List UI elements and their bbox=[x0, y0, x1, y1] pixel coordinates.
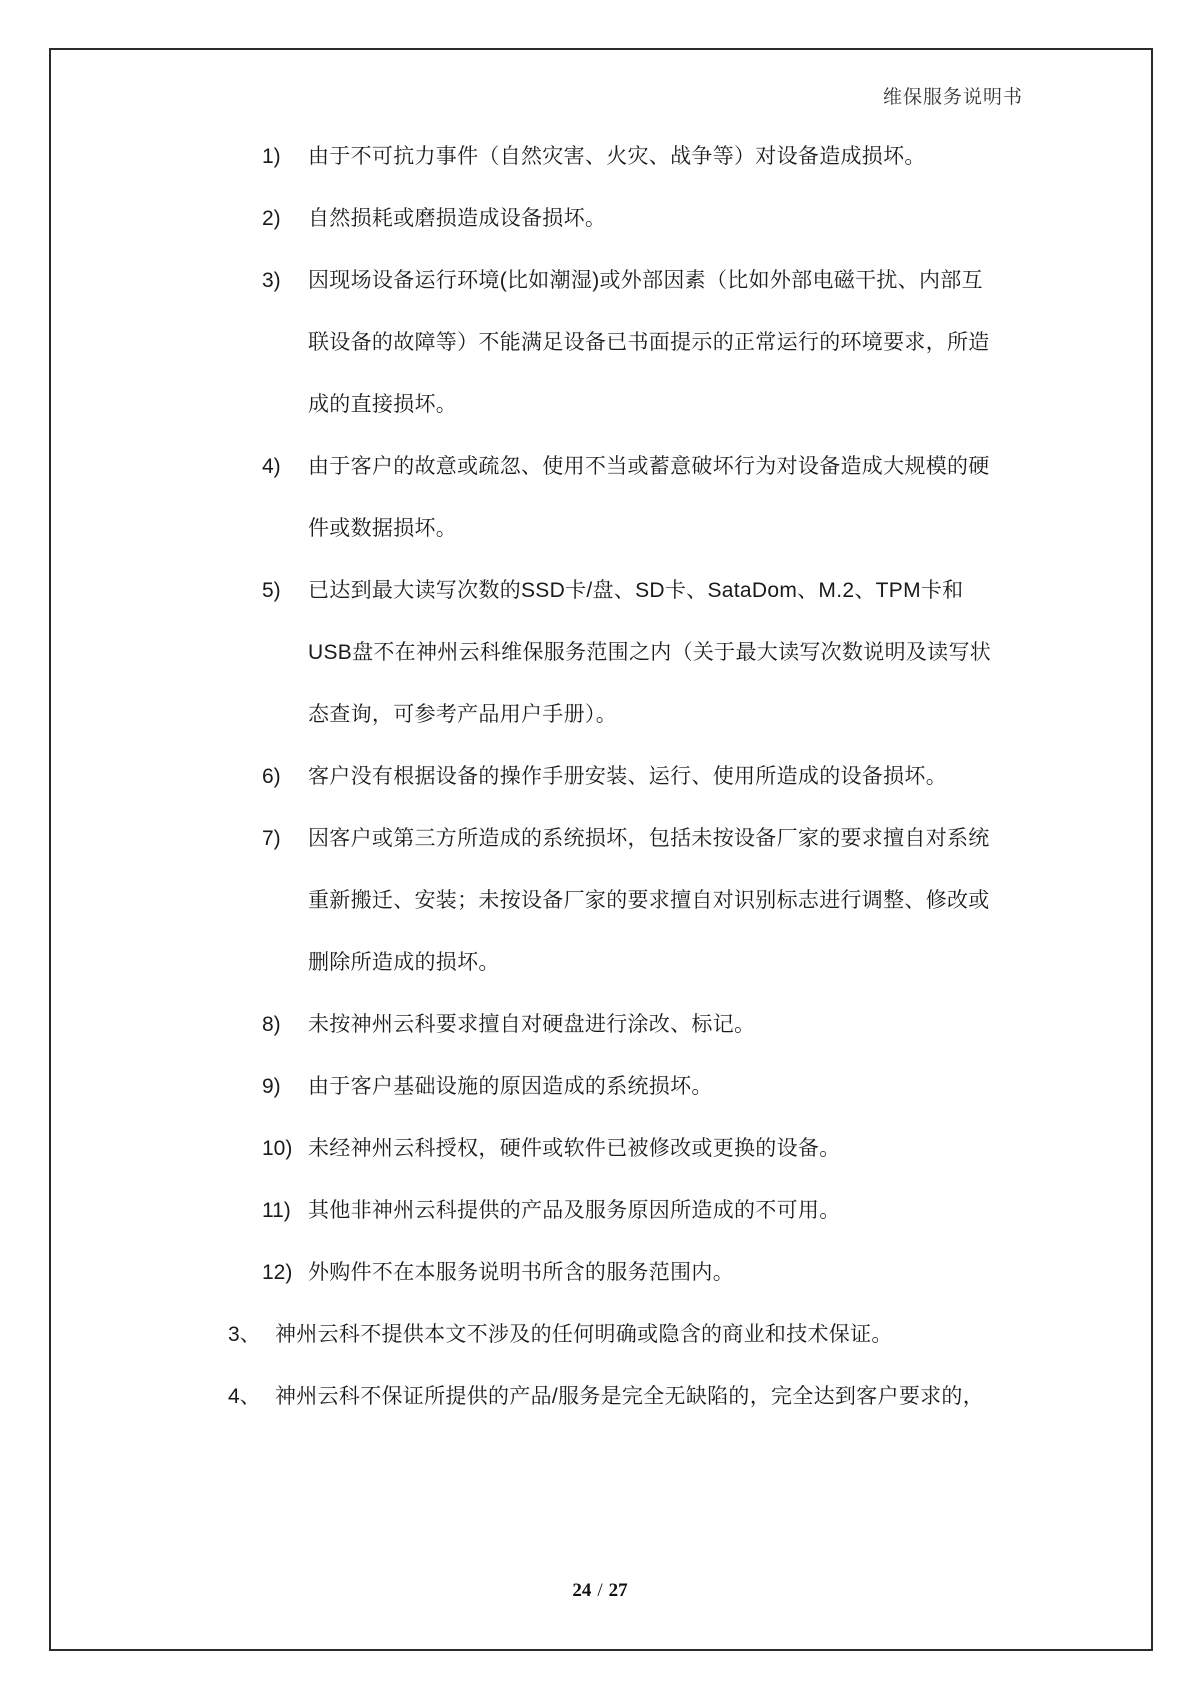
list-item-number: 4) bbox=[262, 455, 281, 478]
list-item-text: 已达到最大读写次数的SSD卡/盘、SD卡、SataDom、M.2、TPM卡和USB盘不在神州云科维保服务范围之内（关于最大读写次数说明及读写状态查询，可参考产品用户手册）。 bbox=[308, 579, 992, 726]
list-item-number: 6) bbox=[262, 765, 281, 788]
list-item-text: 外购件不在本服务说明书所含的服务范围内。 bbox=[308, 1261, 734, 1284]
list-item bbox=[228, 1304, 1200, 1366]
list-item bbox=[262, 1056, 1200, 1118]
list-item-number: 11) bbox=[262, 1199, 291, 1222]
list-item-number: 1) bbox=[262, 145, 281, 168]
list-item-number: 7) bbox=[262, 827, 281, 850]
list-item bbox=[228, 1366, 1200, 1428]
list-item-number: 8) bbox=[262, 1013, 281, 1036]
page-number-current: 24 bbox=[572, 1580, 592, 1601]
list-item-text: 由于客户的故意或疏忽、使用不当或蓄意破坏行为对设备造成大规模的硬件或数据损坏。 bbox=[308, 455, 990, 540]
list-item-text: 由于不可抗力事件（自然灾害、火灾、战争等）对设备造成损坏。 bbox=[308, 145, 926, 168]
list-item-number: 12) bbox=[262, 1261, 293, 1284]
list-item-text: 神州云科不保证所提供的产品/服务是完全无缺陷的，完全达到客户要求的， bbox=[275, 1385, 985, 1408]
list-item-text: 因现场设备运行环境(比如潮湿)或外部因素（比如外部电磁干扰、内部互联设备的故障等）不能满足设备已书面提示的正常运行的环境要求，所造成的直接损坏。 bbox=[308, 269, 990, 416]
list-item-number: 3) bbox=[262, 269, 281, 292]
list-item-text: 客户没有根据设备的操作手册安装、运行、使用所造成的设备损坏。 bbox=[308, 765, 947, 788]
list-item bbox=[262, 560, 1200, 746]
page-number-total: 27 bbox=[608, 1580, 628, 1601]
list-item bbox=[262, 746, 1200, 808]
list-item-number: 9) bbox=[262, 1075, 281, 1098]
list-item-text: 未按神州云科要求擅自对硬盘进行涂改、标记。 bbox=[308, 1013, 756, 1036]
list-item bbox=[262, 1118, 1200, 1180]
list-item-text: 自然损耗或磨损造成设备损坏。 bbox=[308, 207, 607, 230]
list-item-text: 因客户或第三方所造成的系统损坏，包括未按设备厂家的要求擅自对系统重新搬迁、安装；未按设备厂家的要求擅自对识别标志进行调整、修改或删除所造成的损坏。 bbox=[308, 827, 990, 974]
list-item-number: 4、 bbox=[228, 1385, 261, 1408]
page-header-title: 维保服务说明书 bbox=[882, 87, 1023, 108]
page-number-separator: / bbox=[597, 1580, 603, 1601]
list-item bbox=[262, 436, 1200, 560]
list-item bbox=[262, 1180, 1200, 1242]
page-content bbox=[0, 126, 1200, 1428]
list-item bbox=[262, 126, 1200, 188]
list-item-text: 神州云科不提供本文不涉及的任何明确或隐含的商业和技术保证。 bbox=[275, 1323, 893, 1346]
list-item bbox=[262, 994, 1200, 1056]
list-item-number: 10) bbox=[262, 1137, 293, 1160]
page-footer bbox=[0, 1580, 1200, 1602]
exclusion-sublist bbox=[0, 126, 1200, 1304]
list-item-number: 5) bbox=[262, 579, 281, 602]
list-item-text: 由于客户基础设施的原因造成的系统损坏。 bbox=[308, 1075, 713, 1098]
list-item-number: 2) bbox=[262, 207, 281, 230]
list-item bbox=[262, 250, 1200, 436]
warranty-main-list bbox=[0, 1304, 1200, 1428]
list-item-text: 未经神州云科授权，硬件或软件已被修改或更换的设备。 bbox=[308, 1137, 841, 1160]
list-item bbox=[262, 188, 1200, 250]
list-item-number: 3、 bbox=[228, 1323, 261, 1346]
list-item-text: 其他非神州云科提供的产品及服务原因所造成的不可用。 bbox=[308, 1199, 841, 1222]
list-item bbox=[262, 808, 1200, 994]
list-item bbox=[262, 1242, 1200, 1304]
